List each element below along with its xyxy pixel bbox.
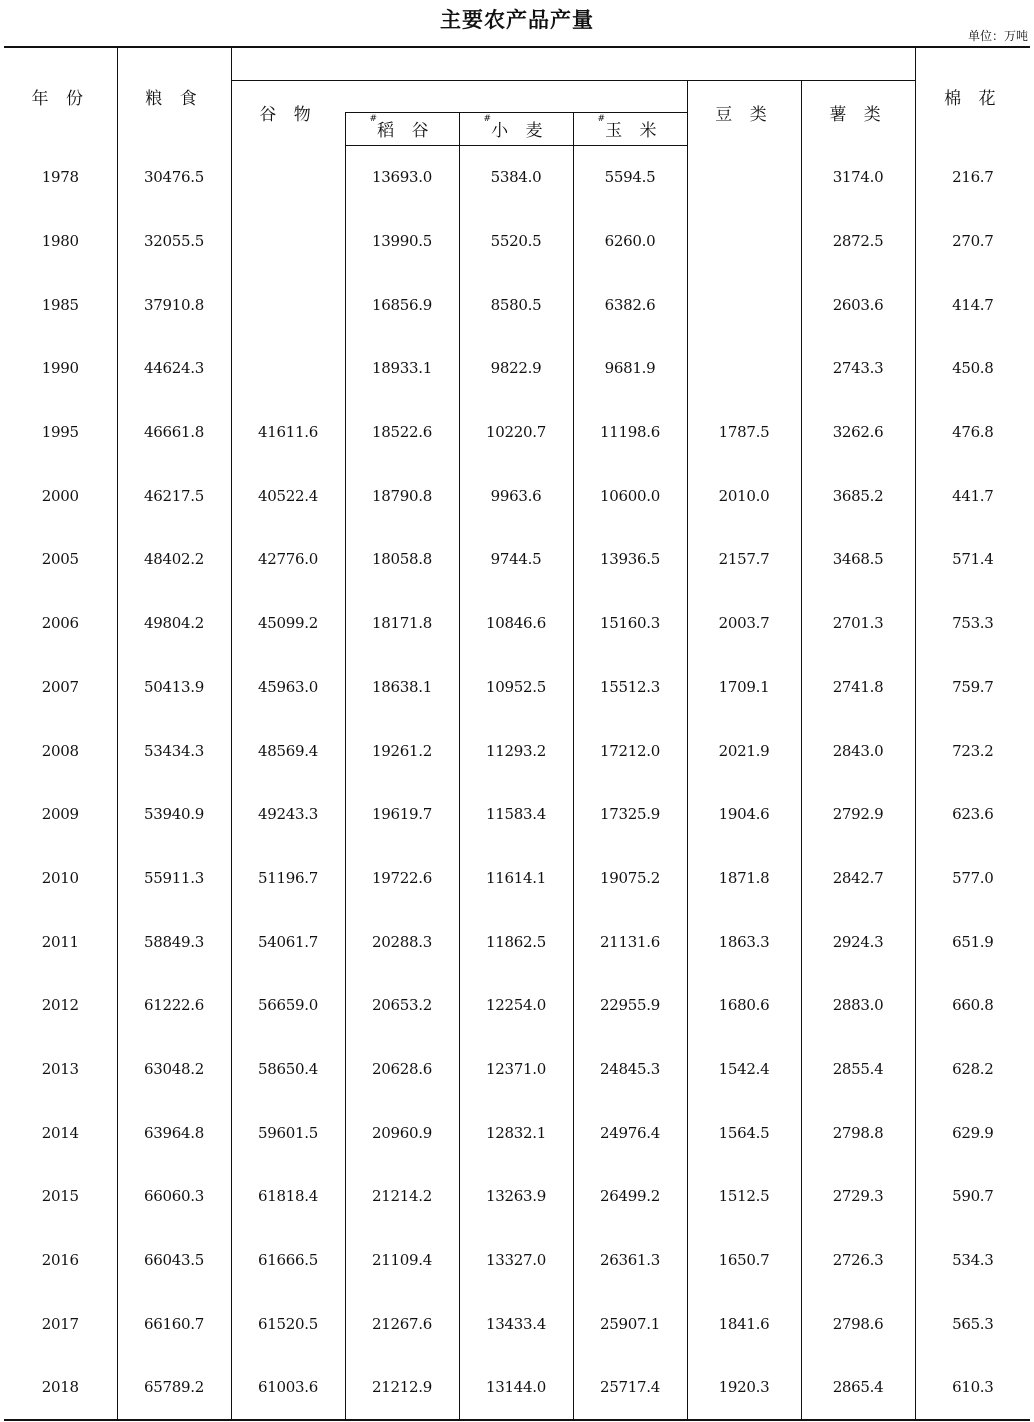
cell-wheat: 11583.4 — [459, 782, 573, 846]
table-row — [4, 1037, 1030, 1101]
cell-grain: 53940.9 — [117, 782, 231, 846]
table-row — [4, 273, 1030, 337]
cell-cotton: 651.9 — [915, 910, 1030, 974]
cell-year: 2005 — [41, 550, 79, 569]
cell-corn: 17325.9 — [573, 782, 687, 846]
cell-tubers: 2872.5 — [801, 209, 915, 273]
cell-wheat: 11614.1 — [459, 846, 573, 910]
table-row — [4, 145, 1030, 209]
cell-tubers: 2792.9 — [801, 782, 915, 846]
cell-beans: 1787.5 — [687, 400, 801, 464]
cell-tubers: 2603.6 — [801, 273, 915, 337]
table-row — [4, 1356, 1030, 1421]
table-row — [4, 1101, 1030, 1165]
cell-wheat: 13327.0 — [459, 1228, 573, 1292]
cell-cotton: 623.6 — [915, 782, 1030, 846]
cell-beans — [687, 209, 801, 273]
cell-grain: 44624.3 — [117, 337, 231, 401]
cell-beans: 2021.9 — [687, 719, 801, 783]
cell-tubers: 2865.4 — [801, 1356, 915, 1421]
cell-cotton: 628.2 — [915, 1037, 1030, 1101]
rice-mark: # — [369, 114, 378, 124]
cell-rice: 19619.7 — [345, 782, 459, 846]
table-row — [4, 337, 1030, 401]
cell-grain: 61222.6 — [117, 973, 231, 1037]
cell-wheat: 12371.0 — [459, 1037, 573, 1101]
table-row — [4, 464, 1030, 528]
cell-year: 2017 — [41, 1314, 79, 1333]
cell-corn: 26361.3 — [573, 1228, 687, 1292]
cell-wheat: 8580.5 — [459, 273, 573, 337]
cell-year: 2018 — [4, 1356, 117, 1421]
cell-wheat: 5384.0 — [459, 145, 573, 209]
cell-beans: 1709.1 — [687, 655, 801, 719]
cell-year: 2011 — [41, 932, 79, 951]
cell-cereal: 61818.4 — [231, 1165, 345, 1229]
cell-rice: 18933.1 — [345, 337, 459, 401]
cell-corn: 5594.5 — [573, 145, 687, 209]
table-row — [4, 846, 1030, 910]
wheat-mark: # — [483, 114, 492, 124]
cell-rice: 18058.8 — [345, 528, 459, 592]
table-row — [4, 782, 1030, 846]
cell-cotton: 571.4 — [915, 528, 1030, 592]
cell-cereal: 58650.4 — [231, 1037, 345, 1101]
cell-cereal: 42776.0 — [231, 528, 345, 592]
table-row — [4, 1228, 1030, 1292]
cell-grain: 63964.8 — [117, 1101, 231, 1165]
cell-grain: 37910.8 — [117, 273, 231, 337]
cell-grain: 46661.8 — [117, 400, 231, 464]
cell-wheat: 10952.5 — [459, 655, 573, 719]
table-row — [4, 528, 1030, 592]
cell-beans: 2010.0 — [687, 464, 801, 528]
cell-cereal: 61003.6 — [231, 1356, 345, 1421]
cell-rice: 16856.9 — [345, 273, 459, 337]
table-row — [4, 973, 1030, 1037]
cell-corn: 13936.5 — [573, 528, 687, 592]
table-row — [4, 719, 1030, 783]
cell-tubers: 3468.5 — [801, 528, 915, 592]
cell-cotton: 565.3 — [915, 1292, 1030, 1356]
cell-cereal: 56659.0 — [231, 973, 345, 1037]
cell-cotton: 753.3 — [915, 591, 1030, 655]
cell-rice: 21212.9 — [345, 1356, 459, 1421]
unit-label: 单位：万吨 — [967, 29, 1028, 43]
cell-cotton: 660.8 — [915, 973, 1030, 1037]
cell-grain: 65789.2 — [117, 1356, 231, 1421]
rice-label: 稻 谷 — [377, 121, 435, 141]
cell-cereal — [231, 273, 345, 337]
table-row — [4, 209, 1030, 273]
cell-grain: 55911.3 — [117, 846, 231, 910]
cell-beans: 1650.7 — [687, 1228, 801, 1292]
cell-wheat: 13144.0 — [459, 1356, 573, 1421]
table-title: 主要农产品产量 — [440, 8, 594, 32]
cell-year: 2000 — [41, 486, 79, 505]
cell-beans: 1904.6 — [687, 782, 801, 846]
cell-corn: 26499.2 — [573, 1165, 687, 1229]
cell-year: 1985 — [41, 295, 79, 314]
header-wheat — [459, 112, 573, 145]
cell-cotton: 414.7 — [915, 273, 1030, 337]
cell-rice: 20960.9 — [345, 1101, 459, 1165]
cell-wheat: 11862.5 — [459, 910, 573, 974]
table-row — [4, 1165, 1030, 1229]
cell-tubers: 2726.3 — [801, 1228, 915, 1292]
cell-beans: 1542.4 — [687, 1037, 801, 1101]
table-body — [4, 145, 1030, 1420]
corn-mark: # — [597, 114, 606, 124]
cell-wheat: 10220.7 — [459, 400, 573, 464]
cell-grain: 58849.3 — [117, 910, 231, 974]
cell-corn: 25907.1 — [573, 1292, 687, 1356]
cell-year: 1980 — [41, 232, 79, 251]
cell-beans — [687, 273, 801, 337]
cell-corn: 6382.6 — [573, 273, 687, 337]
cell-rice: 20288.3 — [345, 910, 459, 974]
cell-tubers: 2741.8 — [801, 655, 915, 719]
cell-beans: 2003.7 — [687, 591, 801, 655]
cell-grain: 46217.5 — [117, 464, 231, 528]
cell-corn: 6260.0 — [573, 209, 687, 273]
cell-grain: 63048.2 — [117, 1037, 231, 1101]
cell-wheat: 9744.5 — [459, 528, 573, 592]
cell-cereal: 51196.7 — [231, 846, 345, 910]
cell-year: 2016 — [41, 1251, 79, 1270]
cell-wheat: 12254.0 — [459, 973, 573, 1037]
cell-tubers: 2743.3 — [801, 337, 915, 401]
cell-rice: 18638.1 — [345, 655, 459, 719]
header-spacer — [231, 47, 915, 80]
cell-grain: 66160.7 — [117, 1292, 231, 1356]
header-cotton: 棉 花 — [915, 47, 1030, 145]
cell-tubers: 2842.7 — [801, 846, 915, 910]
cell-beans: 1680.6 — [687, 973, 801, 1037]
cell-tubers: 2798.6 — [801, 1292, 915, 1356]
cell-beans: 1841.6 — [687, 1292, 801, 1356]
cell-corn: 24845.3 — [573, 1037, 687, 1101]
cell-corn: 19075.2 — [573, 846, 687, 910]
cell-cereal — [231, 337, 345, 401]
cell-cereal: 45963.0 — [231, 655, 345, 719]
cell-cereal: 45099.2 — [231, 591, 345, 655]
cell-cotton: 534.3 — [915, 1228, 1030, 1292]
cell-year: 2010 — [41, 868, 79, 887]
cell-rice: 18522.6 — [345, 400, 459, 464]
cell-year: 2014 — [41, 1123, 79, 1142]
table-header — [4, 47, 1030, 145]
cell-year: 2006 — [41, 614, 79, 633]
cell-tubers: 2883.0 — [801, 973, 915, 1037]
cell-wheat: 13263.9 — [459, 1165, 573, 1229]
cell-rice: 19722.6 — [345, 846, 459, 910]
cell-cotton: 450.8 — [915, 337, 1030, 401]
cell-cotton: 590.7 — [915, 1165, 1030, 1229]
cell-tubers: 2729.3 — [801, 1165, 915, 1229]
cell-grain: 49804.2 — [117, 591, 231, 655]
table-row — [4, 400, 1030, 464]
cell-grain: 32055.5 — [117, 209, 231, 273]
cell-beans: 1512.5 — [687, 1165, 801, 1229]
cell-corn: 15160.3 — [573, 591, 687, 655]
header-corn — [573, 112, 687, 145]
cell-cereal: 59601.5 — [231, 1101, 345, 1165]
header-cereal: 谷 物 — [231, 80, 345, 145]
cell-rice: 20628.6 — [345, 1037, 459, 1101]
cell-cotton: 759.7 — [915, 655, 1030, 719]
cell-corn: 17212.0 — [573, 719, 687, 783]
cell-cereal: 61520.5 — [231, 1292, 345, 1356]
cell-rice: 19261.2 — [345, 719, 459, 783]
cell-rice: 21109.4 — [345, 1228, 459, 1292]
cell-tubers: 2701.3 — [801, 591, 915, 655]
cell-grain: 53434.3 — [117, 719, 231, 783]
cell-rice: 21214.2 — [345, 1165, 459, 1229]
table-row — [4, 655, 1030, 719]
cell-year: 2009 — [41, 805, 79, 824]
cell-cotton: 610.3 — [915, 1356, 1030, 1421]
cell-wheat: 9963.6 — [459, 464, 573, 528]
cell-corn: 15512.3 — [573, 655, 687, 719]
cell-corn: 24976.4 — [573, 1101, 687, 1165]
header-beans: 豆 类 — [687, 80, 801, 145]
cell-year: 2012 — [41, 996, 79, 1015]
cell-wheat: 9822.9 — [459, 337, 573, 401]
cell-cereal — [231, 145, 345, 209]
table-row — [4, 910, 1030, 974]
cell-grain: 48402.2 — [117, 528, 231, 592]
cell-year: 2008 — [41, 741, 79, 760]
cell-cereal: 48569.4 — [231, 719, 345, 783]
cell-beans — [687, 337, 801, 401]
table-row — [4, 591, 1030, 655]
wheat-label: 小 麦 — [491, 121, 549, 141]
cell-wheat: 5520.5 — [459, 209, 573, 273]
cell-cotton: 216.7 — [915, 145, 1030, 209]
cell-tubers: 2843.0 — [801, 719, 915, 783]
cell-cotton: 629.9 — [915, 1101, 1030, 1165]
cell-cotton: 476.8 — [915, 400, 1030, 464]
cell-corn: 11198.6 — [573, 400, 687, 464]
cell-wheat: 13433.4 — [459, 1292, 573, 1356]
cell-rice: 13693.0 — [345, 145, 459, 209]
cell-rice: 21267.6 — [345, 1292, 459, 1356]
cell-corn: 22955.9 — [573, 973, 687, 1037]
header-grain: 粮 食 — [117, 47, 231, 145]
cell-corn: 10600.0 — [573, 464, 687, 528]
cell-tubers: 2924.3 — [801, 910, 915, 974]
cell-cotton: 577.0 — [915, 846, 1030, 910]
cell-cereal: 49243.3 — [231, 782, 345, 846]
cell-year: 1990 — [41, 359, 79, 378]
cell-tubers: 3174.0 — [801, 145, 915, 209]
cell-rice: 20653.2 — [345, 973, 459, 1037]
cell-tubers: 2855.4 — [801, 1037, 915, 1101]
cell-rice: 18790.8 — [345, 464, 459, 528]
cell-year: 1978 — [41, 168, 79, 187]
header-year: 年 份 — [4, 47, 117, 145]
cell-corn: 21131.6 — [573, 910, 687, 974]
header-cereal-subgroup — [345, 80, 687, 112]
cell-cereal: 61666.5 — [231, 1228, 345, 1292]
cell-cotton: 723.2 — [915, 719, 1030, 783]
cell-year: 2013 — [41, 1059, 79, 1078]
cell-grain: 30476.5 — [117, 145, 231, 209]
cell-cereal: 41611.6 — [231, 400, 345, 464]
cell-grain: 50413.9 — [117, 655, 231, 719]
cell-cotton: 270.7 — [915, 209, 1030, 273]
cell-beans: 1920.3 — [687, 1356, 801, 1421]
cell-year: 2007 — [41, 677, 79, 696]
cell-grain: 66043.5 — [117, 1228, 231, 1292]
cell-cereal — [231, 209, 345, 273]
cell-cotton: 441.7 — [915, 464, 1030, 528]
cell-grain: 66060.3 — [117, 1165, 231, 1229]
table-row — [4, 1292, 1030, 1356]
header-rice — [345, 112, 459, 145]
cell-beans: 2157.7 — [687, 528, 801, 592]
cell-cereal: 40522.4 — [231, 464, 345, 528]
corn-label: 玉 米 — [605, 121, 663, 141]
cell-year: 2015 — [41, 1187, 79, 1206]
cell-tubers: 2798.8 — [801, 1101, 915, 1165]
cell-corn: 25717.4 — [573, 1356, 687, 1421]
cell-year: 1995 — [41, 423, 79, 442]
cell-wheat: 12832.1 — [459, 1101, 573, 1165]
cell-rice: 13990.5 — [345, 209, 459, 273]
cell-wheat: 10846.6 — [459, 591, 573, 655]
cell-corn: 9681.9 — [573, 337, 687, 401]
cell-beans: 1863.3 — [687, 910, 801, 974]
cell-tubers: 3685.2 — [801, 464, 915, 528]
production-table — [4, 46, 1030, 1421]
header-tubers: 薯 类 — [801, 80, 915, 145]
cell-rice: 18171.8 — [345, 591, 459, 655]
cell-beans — [687, 145, 801, 209]
cell-cereal: 54061.7 — [231, 910, 345, 974]
cell-beans: 1871.8 — [687, 846, 801, 910]
cell-tubers: 3262.6 — [801, 400, 915, 464]
cell-beans: 1564.5 — [687, 1101, 801, 1165]
cell-wheat: 11293.2 — [459, 719, 573, 783]
